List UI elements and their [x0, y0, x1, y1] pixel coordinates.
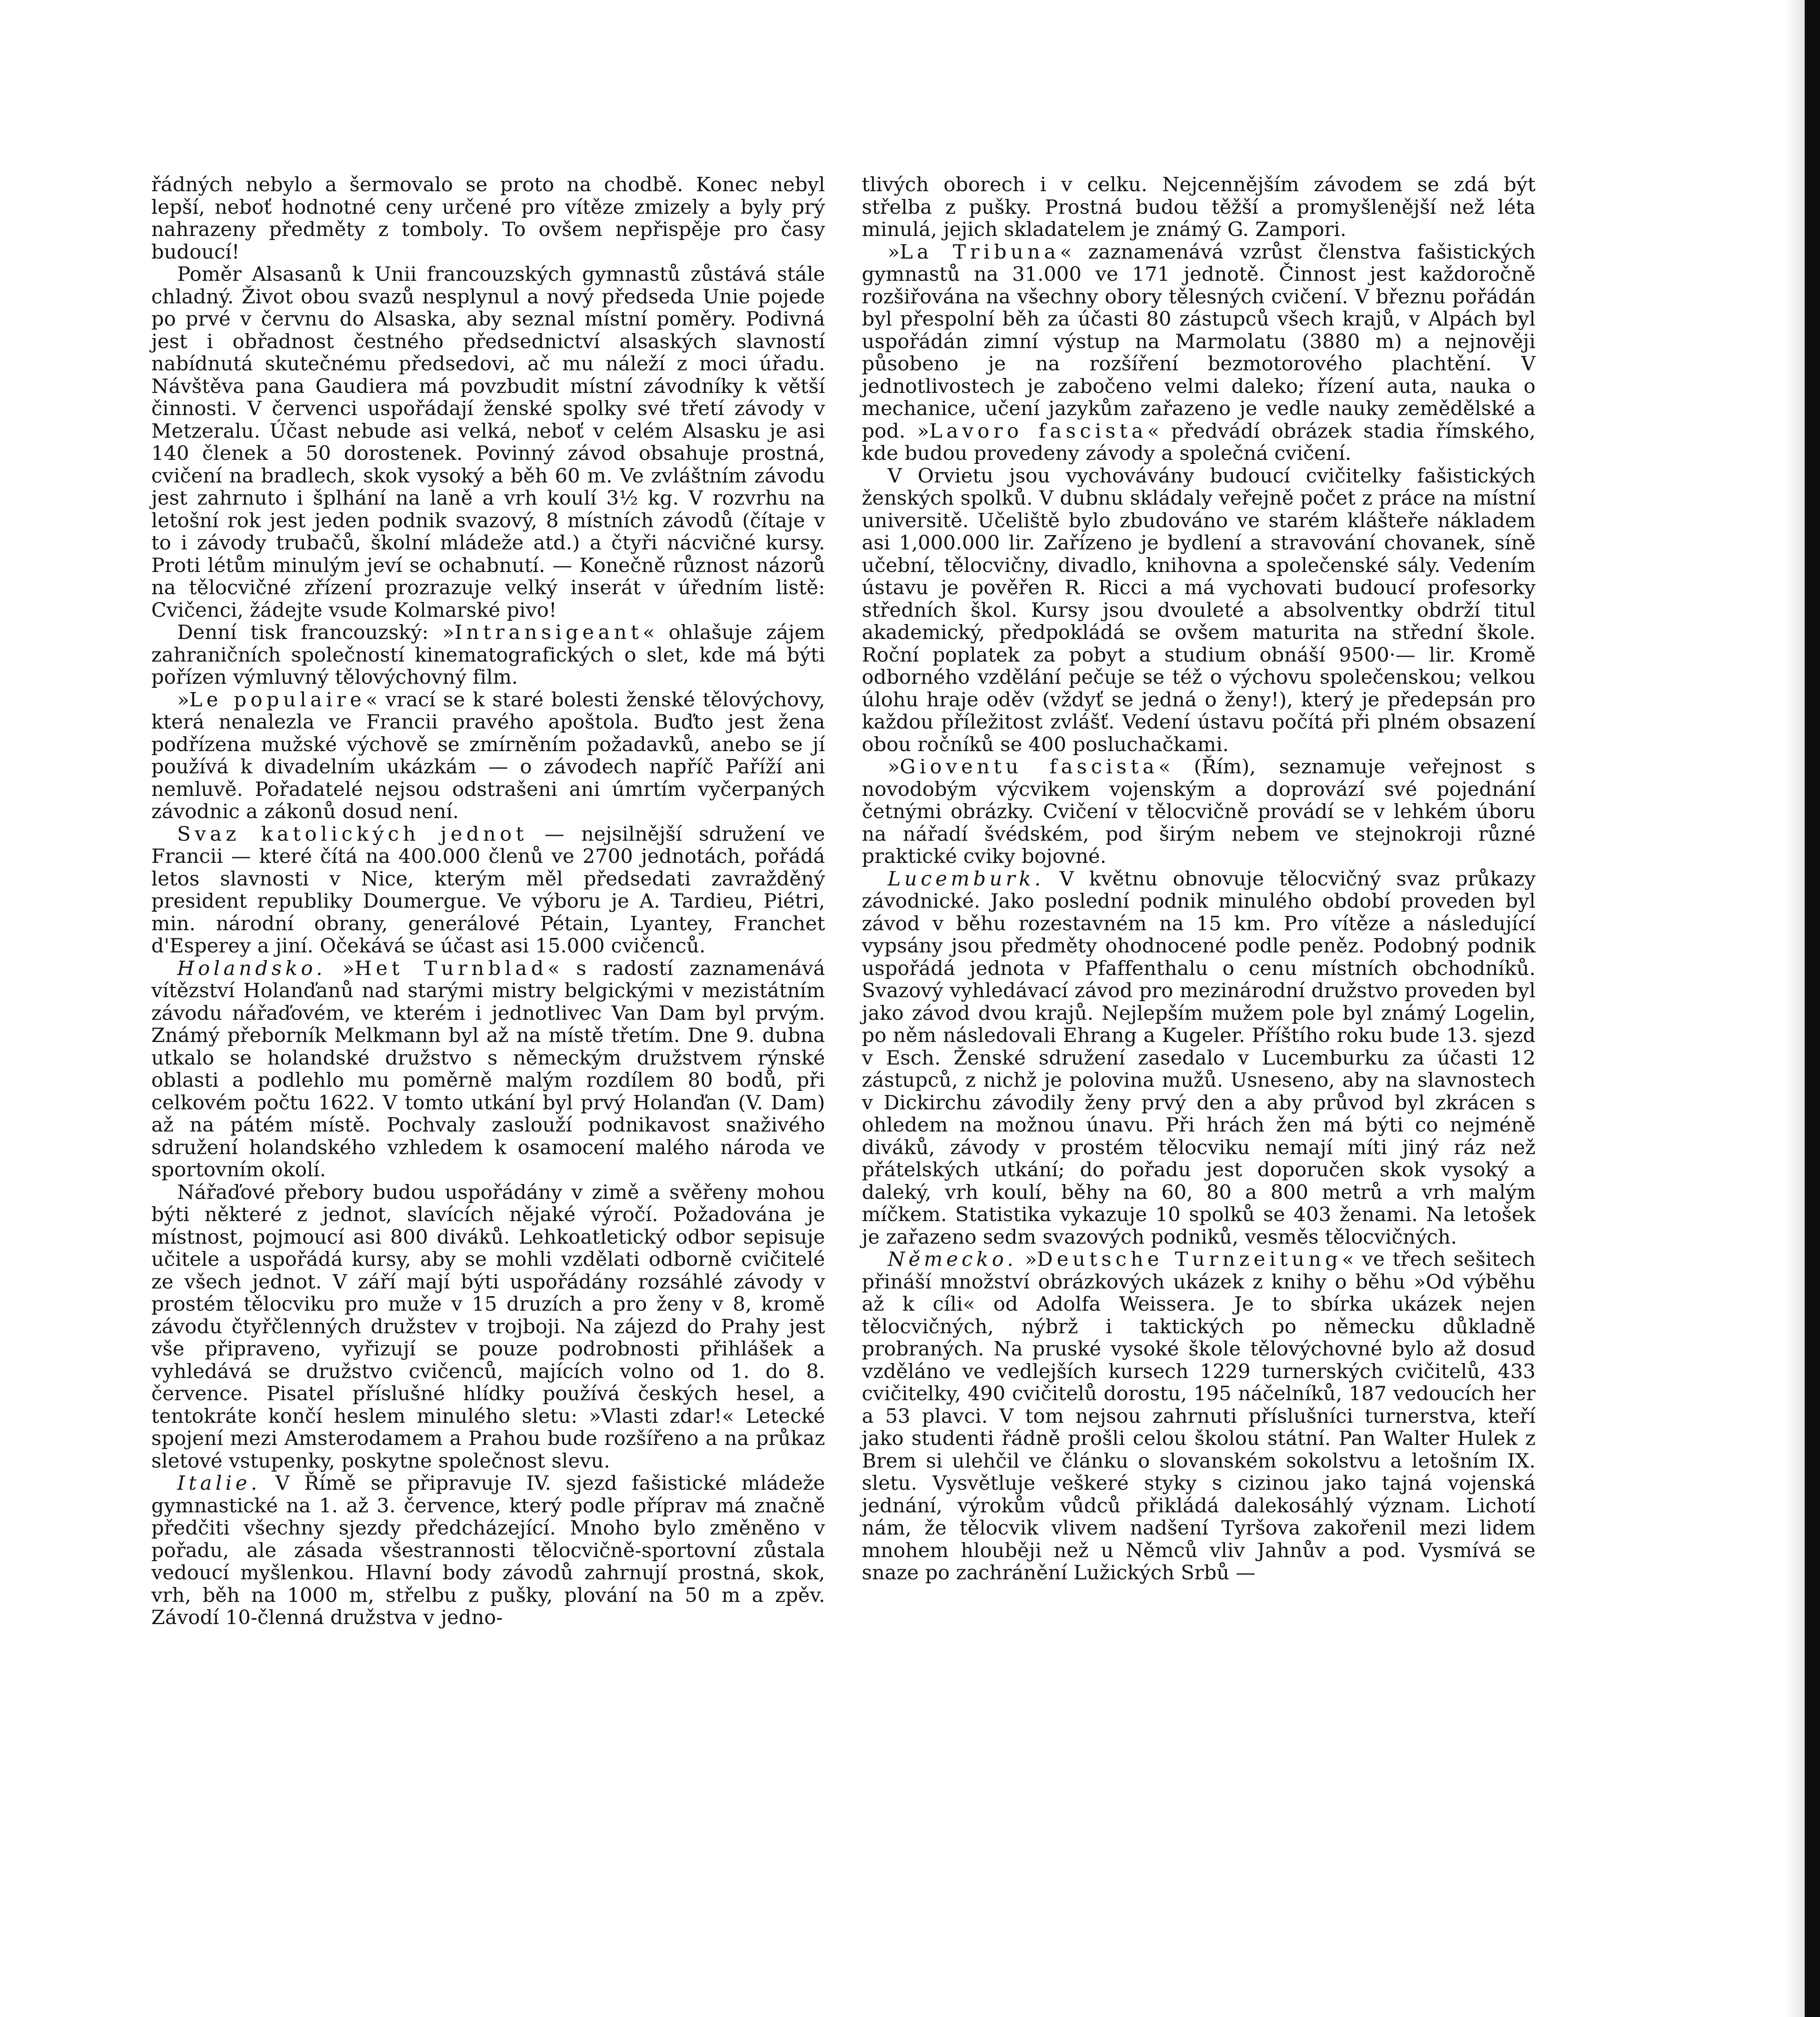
- paragraph: Poměr Alsasanů k Unii francouzských gymnastů zůstává stále chladný. Život obou svazů nesplynul a nový předseda Unie pojede po prvé v červnu do Alsaska, aby seznal místní poměry. Podivná jest i obřadnost čestného předsednictví alsaských slavností nabídnutá skutečnému předsedovi, ač mu náleží z moci úřadu. Návštěva pana Gaudiera má povzbudit místní závodníky k větší činnosti. V červenci uspořádají ženské spolky své třetí závody v Metzeralu. Účast nebude asi velká, neboť v celém Alsasku je asi 140 členek a 50 dorostenek. Povinný závod obsahuje prostná, cvičení na bradlech, skok vysoký a běh 60 m. Ve zvláštním závodu jest zahrnuto i šplhání na laně a vrh koulí 3½ kg. V rozvrhu na letošní rok jest jeden podnik svazový, 8 místních závodů (čítaje v to i závody trubačů, školní mládeže atd.) a čtyři nácvičné kursy. Proti létům minulým jeví se ochabnutí. — Konečně různost názorů na tělocvičné zřízení prozrazuje velký inserát v úředním listě: Cvičenci, žádejte vsude Kolmarské pivo!: [151, 263, 825, 622]
- paragraph: tlivých oborech i v celku. Nejcennějším závodem se zdá být střelba z pušky. Prostná budou těžší a promyšlenější než léta minulá, jejich skladatelem je známý G. Zampori.: [862, 173, 1536, 241]
- paragraph: řádných nebylo a šermovalo se proto na chodbě. Konec nebyl lepší, neboť hodnotné ceny určené pro vítěze zmizely a byly prý nahrazeny předměty z tombolу. To ovšem nepřispěje pro časy budoucí!: [151, 173, 825, 263]
- scan-shadow: [1784, 0, 1805, 2017]
- paragraph: V Orvietu jsou vychovávány budoucí cvičitelky fašistických ženských spolků. V dubnu skládaly veřejně počet z práce na místní universitě. Učeliště bylo zbudováno ve starém klášteře nákladem asi 1,000.000 lir. Zařízeno je bydlení a stravování chovanek, síně učební, tělocvičny, divadlo, knihovna a společenské sály. Vedením ústavu je pověřen R. Ricci a má vychovati budoucí profesorky středních škol. Kursy jsou dvouleté a absolventky obdrží titul akademický, předpokládá se ovšem maturita na střední škole. Roční poplatek za pobyt a studium obnáší 9500·— lir. Kromě odborného vzdělání pečuje se též o výchovu společenskou; velkou úlohu hraje oděv (vždyť se jedná o ženy!), který je předepsán pro každou příležitost zvlášť. Vedení ústavu počítá při plném obsazení obou ročníků se 400 posluchačkami.: [862, 464, 1536, 756]
- paragraph: Svaz katolických jednot — nejsilnější sdružení ve Francii — které čítá na 400.000 členů ve 2700 jednotách, pořádá letos slavnosti v Nice, kterým měl předsedati zavražděný president republiky Doumergue. Ve výboru je A. Tardieu, Piétri, min. národní obrany, generálové Pétain, Lyantey, Franchet d'Esperey a jiní. Očekává se účast asi 15.000 cvičenců.: [151, 822, 825, 957]
- paragraph: Denní tisk francouzský: »Intransigeant« ohlašuje zájem zahraničních společností kinematografických o slet, kde má býti pořízen výmluvný tělovýchovný film.: [151, 621, 825, 689]
- organization-name: Svaz katolických jednot: [177, 822, 528, 846]
- paragraph: »La Tribuna« zaznamenává vzrůst členstva fašistických gymnastů na 31.000 ve 171 jednotě. Činnost jest každoročně rozšiřována na všechny obory tělesných cvičení. V březnu pořádán byl přespolní běh za účasti 80 zástupců všech krajů, v Alpách byl uspořádán zimní výstup na Marmolatu (3880 m) a nejnověji působeno je na rozšíření bezmotorového plachtění. V jednotlivostech je zabočeno velmi daleko; řízení auta, nauka o mechanice, učení jazykům zařazeno je vedle nauky zemědělské a pod. »Lavoro fascista« předvádí obrázek stadia římského, kde budou provedeny závody a společná cvičení.: [862, 240, 1536, 465]
- periodical-title: La Tribuna: [900, 240, 1060, 263]
- paragraph: Nářaďové přebory budou uspořádány v zimě a svěřeny mohou býti některé z jednot, slavících nějaké výročí. Požadována je místnost, pojmoucí asi 800 diváků. Lehkoatletický odbor sepisuje učitele a uspořádá kursy, aby se mohli vzdělati odborně cvičitelé ze všech jednot. V září mají býti uspořádány rozsáhlé závody v prostém tělocviku pro muže v 15 druzích a pro ženy v 8, kromě závodu čtyřčlenných družstev v trojboji. Na zájezd do Prahy jest vše připraveno, vyřizují se pouze podrobnosti přihlášek a vyhledává se družstvo cvičenců, majících volno od 1. do 8. července. Pisatel příslušné hlídky používá českých hesel, a tentokráte končí heslem minulého sletu: »Vlasti zdar!« Letecké spojení mezi Amsterodamem a Prahou bude rozšířeno a na průkaz sletové vstupenky, poskytne společnost slevu.: [151, 1180, 825, 1472]
- paragraph: Lucemburk. V květnu obnovuje tělocvičný svaz průkazy závodnické. Jako poslední podnik minulého období proveden byl závod v běhu rozestavném na 15 km. Pro vítěze a následující vypsány jsou předměty ohodnocené podle peněz. Podobný podnik uspořádá jednota v Pfaffenthalu o cenu místních obchodníků. Svazový vyhledávací závod pro mezinárodní družstvo proveden byl jako závod dvou krajů. Nejlepším mužem pole byl známý Logelin, po něm následovali Ehrang a Kugeler. Příštího roku bude 13. sjezd v Esch. Ženské sdružení zasedalo v Lucemburku za účasti 12 zástupců, z nichž je polovina mužů. Usneseno, aby na slavnostech v Dickirchu závodily ženy prvý den a aby průvod byl zkrácen s ohledem na možnou únavu. Při hrách žen má býti co nejméně diváků, závody v prostém tělocviku nemají míti jiný ráz než přátelských utkání; do pořadu jest doporučen skok vysoký a daleký, vrh koulí, běhy na 60, 80 a 800 metrů a vrh malým míčkem. Statistika vykazuje 10 spolků se 403 ženami. Na letošek je zařazeno sedm svazových podniků, vesměs tělocvičných.: [862, 867, 1536, 1249]
- paragraph: Holandsko. »Het Turnblad« s radostí zaznamenává vítězství Holanďanů nad starými mistry belgickými v mezistátním závodu nářaďovém, ve kterém i jednotlivec Van Dam byl prvým. Známý přeborník Melkmann byl až na místě třetím. Dne 9. dubna utkalo se holandské družstvo s německým družstvem rýnské oblasti a podlehlo mu poměrně malým rozdílem 80 bodů, při celkovém počtu 1622. V tomto utkání byl prvý Holanďan (V. Dam) až na pátém místě. Pochvaly zaslouží podnikavost snaživého sdružení holandského vzhledem k osamocení malého národa ve sportovním okolí.: [151, 956, 825, 1181]
- periodical-title: Het Turnblad: [354, 956, 548, 980]
- paragraph: Italie. V Římě se připravuje IV. sjezd fašistické mládeže gymnastické na 1. až 3. července, který podle příprav má značně předčiti všechny sjezdy předcházející. Mnoho bylo změněno v pořadu, ale zásada všestrannosti tělocvičně-sportovní zůstala vedoucí myšlenkou. Hlavní body závodů zahrnují prostná, skok, vrh, běh na 1000 m, střelbu z pušky, plování na 50 m a zpěv. Závodí 10-členná družstva v jedno-: [151, 1472, 825, 1629]
- paragraph: »Le populaire« vrací se k staré bolesti ženské tělovýchovy, která nenalezla ve Francii pravého apoštola. Buďto jest žena podřízena mužské výchově se zmírněním požadavků, anebo se jí používá k divadelním ukázkám — o závodech napříč Paříží ani nemluvě. Pořadatelé nejsou odstrašeni ani úmrtím vyčerpaných závodnic a zákonů dosud není.: [151, 688, 825, 823]
- country-heading: Německo.: [888, 1248, 1017, 1271]
- periodical-title: Deutsche Turnzeitung: [1037, 1248, 1342, 1271]
- paragraph: »Gioventu fascista« (Řím), seznamuje veřejnost s novodobým výcvikem vojenským a doprovází své pojednání četnými obrázky. Cvičení v tělocvičně provádí se v lehkém úboru na nářadí švédském, pod širým nebem ve stejnokroji různé praktické cviky bojovné.: [862, 755, 1536, 868]
- periodical-title: Intransigeant: [454, 621, 643, 644]
- scan-edge-right: [1805, 0, 1820, 2017]
- right-column: [862, 173, 1536, 1584]
- periodical-title: Le populaire: [189, 688, 366, 711]
- left-column: [151, 173, 825, 1629]
- periodical-title: Lavoro fascista: [929, 419, 1147, 443]
- periodical-title: Gioventu fascista: [900, 755, 1159, 778]
- paragraph: Německo. »Deutsche Turnzeitung« ve třech sešitech přináší množství obrázkových ukázek z knihy o běhu »Od výběhu až k cíli« od Adolfa Weissera. Je to sbírka ukázek nejen tělocvičných, nýbrž i taktických po německu důkladně probraných. Na pruské vysoké škole tělovýchovné bylo až dosud vzděláno ve vedlejších kursech 1229 turnerských cvičitelů, 433 cvičitelky, 490 cvičitelů dorostu, 195 náčelníků, 187 vedoucích her a 53 plavci. V tom nejsou zahrnuti příslušníci turnerstva, kteří jako studenti řádně prošli celou školou státní. Pan Walter Hulek z Brem si ulehčil ve článku o slovanském sokolstvu a letošním IX. sletu. Vysvětluje veškeré styky s cizinou jako tajná vojenská jednání, výrokům vůdců přikládá dalekosáhlý význam. Lichotí nám, že tělocvik vlivem nadšení Tyršova zakořenil mezi lidem mnohem hlouběji než u Němců vliv Jahnův a pod. Vysmívá se snaze po zachránění Lužických Srbů —: [862, 1248, 1536, 1584]
- country-heading: Lucemburk.: [888, 867, 1045, 890]
- country-heading: Holandsko.: [177, 956, 326, 980]
- country-heading: Italie.: [177, 1472, 261, 1495]
